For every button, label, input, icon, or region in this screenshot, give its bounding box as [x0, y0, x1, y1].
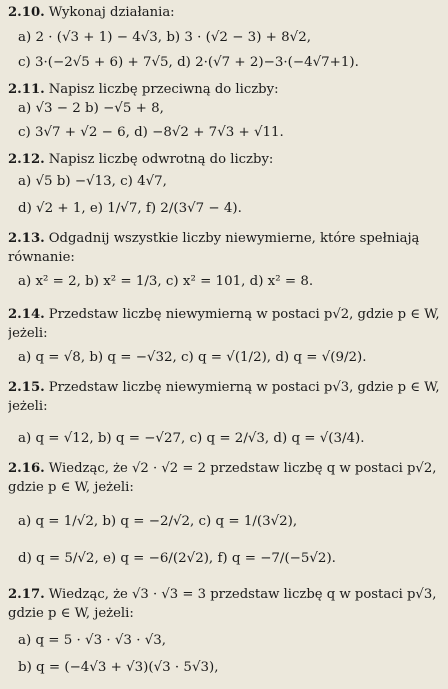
- exercise-2-10: [8, 3, 442, 22]
- exercise-item-line: d) q = 5/√2, e) q = −6/(2√2), f) q = −7/(−5√2).: [18, 551, 336, 566]
- exercise-item-line: a) q = √12, b) q = −√27, c) q = 2/√3, d) q = √(3/4).: [18, 431, 365, 446]
- exercise-number: 2.16.: [8, 461, 45, 476]
- exercise-text: Przedstaw liczbę niewymierną w postaci p√2, gdzie p ∈ W, jeżeli:: [8, 307, 440, 341]
- exercise-item-line: d) √2 + 1, e) 1/√7, f) 2/(3√7 − 4).: [18, 201, 242, 216]
- exercise-number: 2.12.: [8, 152, 45, 167]
- exercise-text: Napisz liczbę przeciwną do liczby:: [48, 82, 279, 97]
- exercise-item-line: a) √5 b) −√13, c) 4√7,: [18, 174, 167, 189]
- exercise-2-13: [8, 229, 442, 267]
- exercise-text: Napisz liczbę odwrotną do liczby:: [48, 152, 274, 167]
- exercise-text: Wykonaj działania:: [48, 5, 175, 20]
- exercise-item-line: a) q = 5 · √3 · √3 · √3,: [18, 633, 167, 648]
- exercise-text: Przedstaw liczbę niewymierną w postaci p√3, gdzie p ∈ W, jeżeli:: [8, 380, 440, 414]
- exercise-text: Wiedząc, że √2 · √2 = 2 przedstaw liczbę q w postaci p√2, gdzie p ∈ W, jeżeli:: [8, 461, 437, 495]
- exercise-item-line: a) x² = 2, b) x² = 1/3, c) x² = 101, d) x² = 8.: [18, 274, 314, 289]
- exercise-text: Odgadnij wszystkie liczby niewymierne, które spełniają równanie:: [8, 231, 420, 265]
- exercise-item-line: c) 3·(−2√5 + 6) + 7√5, d) 2·(√7 + 2)−3·(−4√7+1).: [18, 55, 359, 70]
- exercise-number: 2.11.: [8, 82, 45, 97]
- exercise-2-16: [8, 459, 442, 497]
- exercise-number: 2.14.: [8, 307, 45, 322]
- exercise-item-line: a) q = 1/√2, b) q = −2/√2, c) q = 1/(3√2),: [18, 514, 298, 529]
- exercise-item-line: a) √3 − 2 b) −√5 + 8,: [18, 101, 164, 116]
- exercise-item-line: a) q = √8, b) q = −√32, c) q = √(1/2), d) q = √(9/2).: [18, 350, 367, 365]
- exercise-2-11: [8, 80, 442, 99]
- exercise-2-12: [8, 150, 442, 169]
- exercise-item-line: c) 3√7 + √2 − 6, d) −8√2 + 7√3 + √11.: [18, 125, 284, 140]
- exercise-number: 2.13.: [8, 231, 45, 246]
- exercise-number: 2.15.: [8, 380, 45, 395]
- exercise-number: 2.17.: [8, 587, 45, 602]
- exercise-2-14: [8, 305, 442, 343]
- exercise-text: Wiedząc, że √3 · √3 = 3 przedstaw liczbę q w postaci p√3, gdzie p ∈ W, jeżeli:: [8, 587, 437, 621]
- exercise-item-line: a) 2 · (√3 + 1) − 4√3, b) 3 · (√2 − 3) + 8√2,: [18, 30, 311, 45]
- exercise-number: 2.10.: [8, 5, 45, 20]
- exercise-2-15: [8, 378, 442, 416]
- exercise-2-17: [8, 585, 442, 623]
- exercise-item-line: b) q = (−4√3 + √3)(√3 · 5√3),: [18, 660, 219, 675]
